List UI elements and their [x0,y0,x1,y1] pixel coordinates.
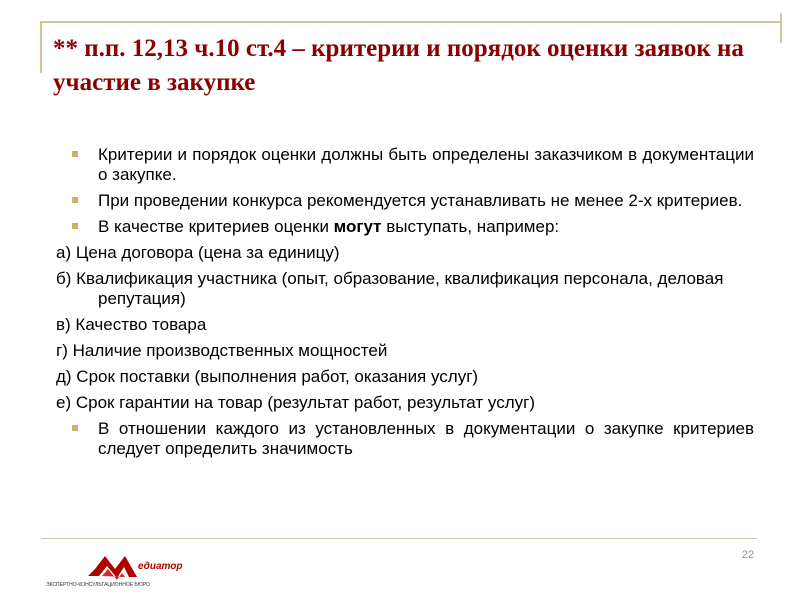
bullet-text: Критерии и порядок оценки должны быть определены заказчиком в документации о закупке. [98,145,754,184]
square-bullet-icon [72,151,78,157]
title-frame-left-line [40,21,42,73]
bold-emphasis: могут [333,217,382,236]
bullet-item-min-criteria [72,191,754,211]
square-bullet-icon [72,223,78,229]
mediator-logo-icon [87,552,139,582]
bullet-item-criteria-examples [72,217,754,237]
bullet-item-evaluation-rules [72,145,754,185]
bullet-text-before: В качестве критериев оценки [98,217,334,236]
square-bullet-icon [72,425,78,431]
criterion-warranty: е) Срок гарантии на товар (результат работ, результат услуг) [56,393,535,412]
bullet-item-significance [72,419,754,459]
slide-title: ** п.п. 12,13 ч.10 ст.4 – критерии и порядок оценки заявок на участие в закупке [53,35,744,96]
criterion-quality: в) Качество товара [56,315,207,334]
square-bullet-icon [72,197,78,203]
logo-name: едиатор [138,561,183,572]
footer-divider [41,538,757,539]
title-frame-top-line [40,21,780,23]
criterion-qualification: б) Квалификация участника (опыт, образование, квалификация персонала, деловая репутация) [56,269,724,308]
criteria-list [56,145,754,465]
criterion-delivery-time: д) Срок поставки (выполнения работ, оказания услуг) [56,367,479,386]
page-number: 22 [741,549,754,561]
title-frame-right-line [780,13,782,43]
bullet-text: При проведении конкурса рекомендуется устанавливать не менее 2-х критериев. [98,191,743,210]
bullet-text: В отношении каждого из установленных в документации о закупке критериев следует определить значимость [98,419,754,458]
bullet-text-after: выступать, например: [381,217,560,236]
logo-subtitle: ЭКСПЕРТНО-КОНСУЛЬТАЦИОННОЕ БЮРО [46,582,150,588]
mediator-logo [46,552,191,590]
criterion-capacity: г) Наличие производственных мощностей [56,341,388,360]
criterion-price: а) Цена договора (цена за единицу) [56,243,340,262]
